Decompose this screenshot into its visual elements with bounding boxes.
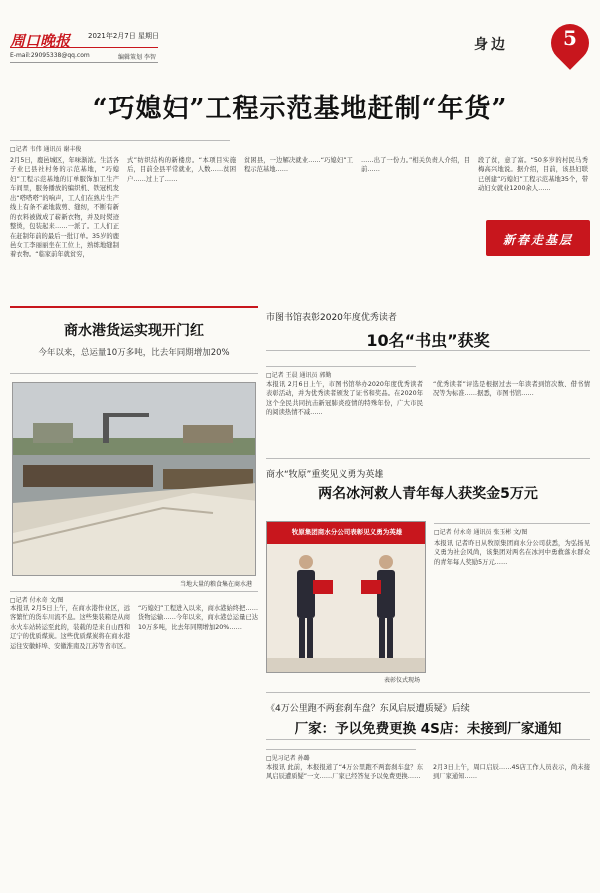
masthead-rule: [10, 47, 158, 48]
article-kicker: 市图书馆表彰2020年度优秀读者: [266, 313, 397, 323]
article-column: 2月3日上午，周口启辰……4S店工作人员表示，尚未接到厂家通知……: [433, 764, 590, 781]
article-body: 本报讯 记者昨日从牧原集团商水分公司获悉，为弘扬见义勇为社会风尚，该集团对两名在冰河中勇救落水群众的青年每人奖励5万元……: [434, 540, 590, 566]
article-kicker: 《4万公里跑不两套刹车盘？东风启辰遭质疑》后续: [266, 704, 470, 714]
article-column: 式”纺织结构的新楼房。“本项目实施后，目前全县平常就业，人数……贫困户……过上了……: [127, 157, 236, 183]
section-title: 身边: [474, 37, 508, 53]
photo-caption: 表彰仪式现场: [383, 677, 420, 684]
article-column: 段了贫，意了富。“50多岁的村民马秀梅高兴地说。据介绍，目前，该县妇联已创建“巧媳妇”工程示范基地35个，带动妇女就业1200余人……: [478, 157, 588, 193]
divider: [266, 350, 590, 351]
article-title: 两名冰河救人青年每人获奖金5万元: [318, 486, 538, 502]
port-article: [10, 306, 258, 884]
article-column: 贫困县，一边解决就业……“巧媳妇”工程示范基地……: [244, 157, 353, 174]
article-column: 本报讯 此前，本报报道了“4万公里跑不两套刹车盘？东风启辰遭质疑”一文……厂家已经答复予以免费更换……: [266, 764, 423, 781]
article-column: 本报讯 2月5日上午，在商水港作业区，远客繁忙的货车川流不息。这些集装箱是从商水火车站转运至此的，装载的是来自山西和辽宁的优质煤炭。这些优质煤炭将在商水港运往安徽蚌埠、安徽淮南及江苏等省市区。: [10, 605, 130, 650]
article-column: ……出了一份力。”相关负责人介绍，目前……: [361, 157, 470, 174]
article-byline: □记者 韦伟 通讯员 谢丰俊: [10, 140, 230, 153]
article-column: 2月5日，鹿邑城区，年味渐浓。生活各子业巳县社村务的示范基地，“巧媳妇”工程示范基地的订单服饰加工生产车间里，服务播放的编织机、铁冠机发出“嗒嗒嗒”的响声，工人们在熟片生产线上有条不紊地裁剪、缝纫，不断有新的衣料被做成了崭新衣物，并及时熨迹整烫，包装起来……一派了。工人们正在赶制年前的最后一批订单。35岁的鹿邑女工李丽丽坐在工位上，熟练地缝制着衣物。“临家前年就贫穷，: [10, 157, 119, 259]
port-photo: [12, 382, 256, 576]
article-byline: □记者 王晨 通讯员 郭勤: [266, 366, 416, 379]
article-column: “巧媳妇”工程进入以来，商水港始终把……货物运输……今年以来，商水港总运量已达10万多吨，比去年同期增加20%……: [138, 605, 258, 631]
column-banner-text: 新春走基层: [502, 233, 573, 247]
article-title: 商水港货运实现开门红: [64, 323, 204, 339]
award-photo: [266, 521, 426, 673]
divider: [266, 739, 590, 740]
article-title: 厂家：予以免费更换 4S店：未接到厂家通知: [294, 721, 562, 737]
page-number: 5: [563, 26, 577, 50]
article-byline: □见习记者 孙璐: [266, 749, 416, 762]
article-byline: □记者 付永奇 文/图: [10, 591, 258, 604]
masthead-rule: [10, 62, 158, 63]
article-column: “优秀读者”评选是根据过去一年读者到馆次数、借书情况等为标准……据悉，市图书馆……: [433, 381, 590, 398]
headline-box: [10, 306, 258, 374]
editor-credit: 编辑策划 李智: [118, 54, 156, 61]
newspaper-logo: 周口晚报: [10, 32, 71, 50]
article-byline: □记者 付永奇 通讯员 张玉彬 文/图: [434, 523, 590, 536]
library-article: [266, 306, 590, 456]
lead-headline: “巧媳妇”工程示范基地赶制“年货”: [92, 94, 508, 124]
article-title: 10名“书虫”获奖: [366, 331, 490, 350]
followup-article: [266, 692, 590, 884]
article-subtitle: 今年以来，总运量10万多吨，比去年同期增加20%: [38, 348, 230, 358]
photo-banner-text: 牧原集团商水分公司表彰见义勇为英雄: [291, 528, 403, 536]
article-kicker: 商水“牧原”重奖见义勇为英雄: [266, 470, 384, 480]
issue-date: 2021年2月7日 星期日: [88, 32, 159, 40]
contact-email: E-mail:29095338@qq.com: [10, 52, 90, 59]
article-column: 本报讯 2月6日上午，市图书馆举办2020年度优秀读者表彰活动，并为优秀读者颁发了证书和奖品。在2020年这个全民共同抗击新冠肺炎疫情的特殊年份，广大市民的阅读热情不减……: [266, 381, 423, 417]
award-article: [266, 458, 590, 690]
photo-caption: 当地大量的粮食集在商水港: [179, 581, 252, 588]
